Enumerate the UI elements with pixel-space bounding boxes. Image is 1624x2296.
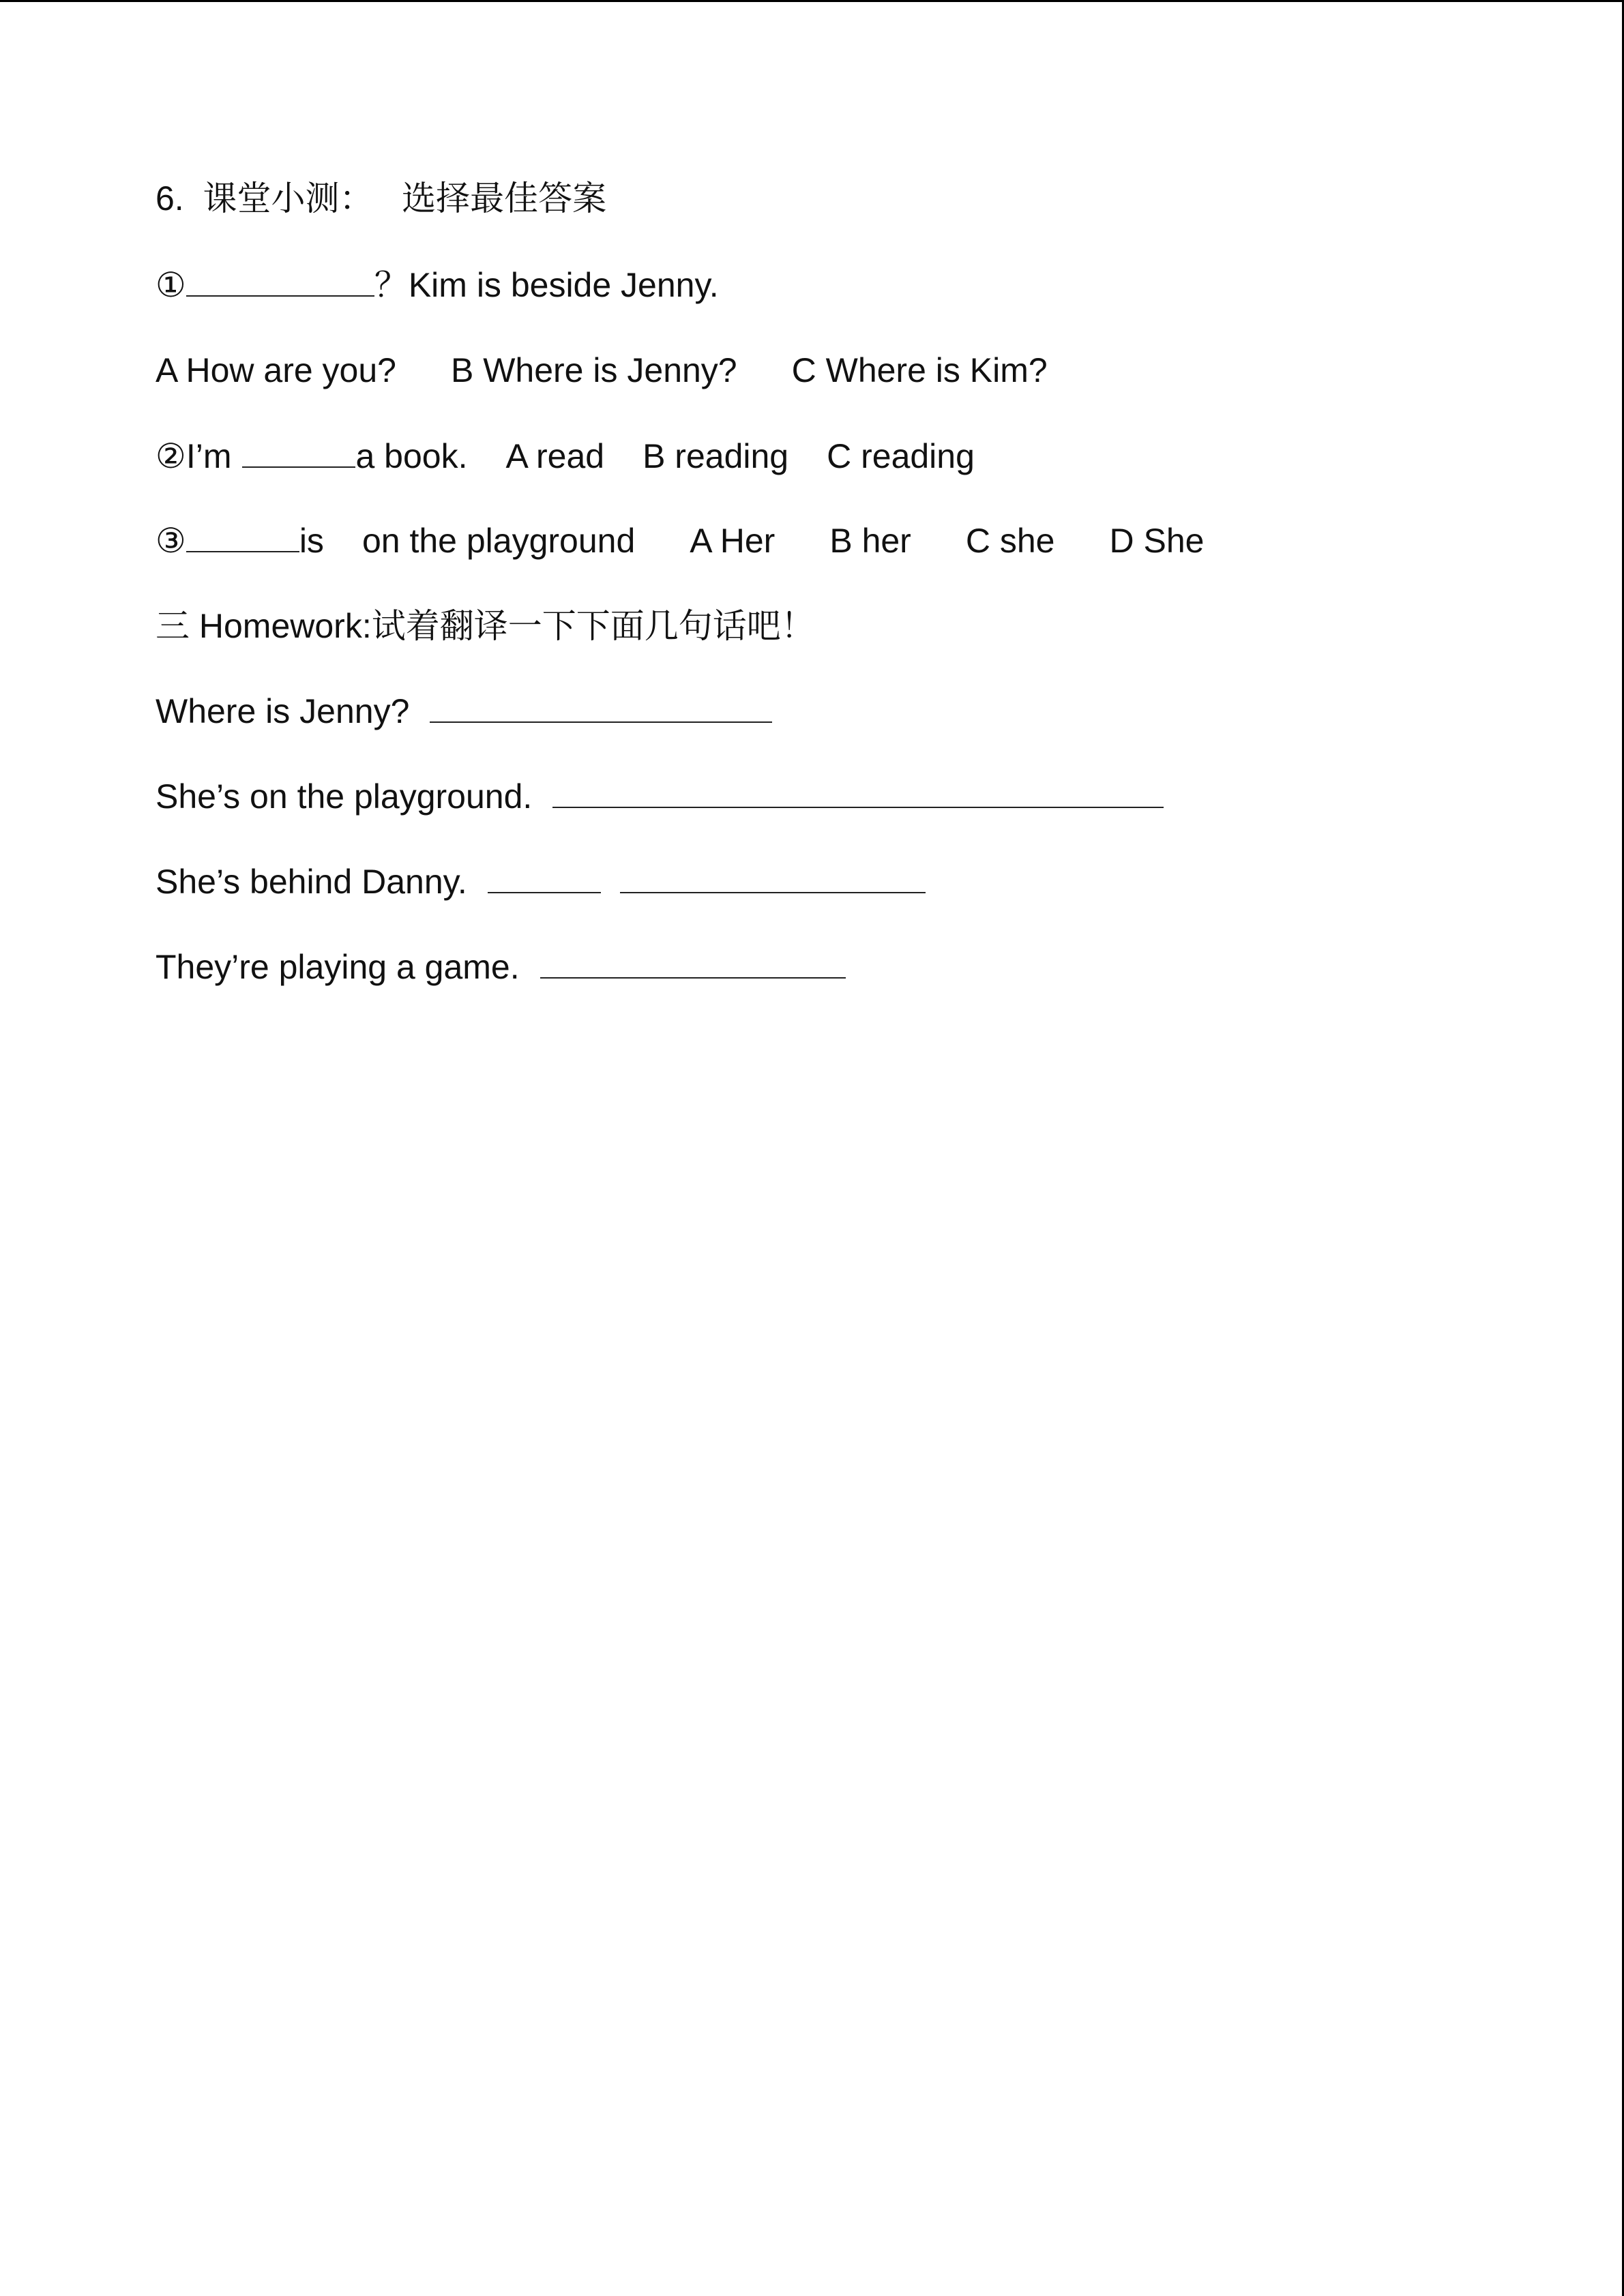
homework-sentence-3-answer-line-b[interactable] bbox=[620, 865, 926, 893]
homework-sentence-3-text: She’s behind Danny. bbox=[156, 863, 467, 901]
question-2-option-c[interactable]: C reading bbox=[827, 437, 975, 475]
question-2-number: ②I’m bbox=[156, 437, 232, 475]
question-2-option-b[interactable]: B reading bbox=[643, 437, 789, 475]
homework-heading bbox=[156, 606, 815, 646]
homework-heading-text: 三 Homework:试着翻译一下下面几句话吧！ bbox=[156, 607, 815, 645]
homework-sentence-1-text: Where is Jenny? bbox=[156, 692, 410, 730]
question-3-option-a[interactable]: A Her bbox=[690, 522, 776, 560]
question-1 bbox=[156, 265, 719, 305]
question-2-blank[interactable] bbox=[242, 439, 355, 468]
question-3-option-c[interactable]: C she bbox=[965, 522, 1055, 560]
question-1-blank[interactable] bbox=[186, 268, 374, 297]
question-2 bbox=[156, 436, 975, 477]
question-3-number: ③ bbox=[156, 522, 186, 560]
homework-sentence-3-answer-line-a[interactable] bbox=[488, 865, 601, 893]
question-3-option-b[interactable]: B her bbox=[829, 522, 911, 560]
question-3 bbox=[156, 520, 1204, 561]
homework-sentence-2-text: She’s on the playground. bbox=[156, 777, 533, 816]
question-1-option-a[interactable]: A How are you? bbox=[156, 351, 396, 389]
homework-sentence-4 bbox=[156, 946, 846, 987]
question-3-after-blank: is bbox=[299, 522, 324, 560]
question-1-options bbox=[156, 350, 1048, 391]
question-3-phrase: on the playground bbox=[361, 522, 636, 560]
homework-sentence-4-text: They’re playing a game. bbox=[156, 948, 520, 986]
homework-sentence-2 bbox=[156, 776, 1164, 817]
question-1-option-c[interactable]: C Where is Kim? bbox=[791, 351, 1048, 389]
question-1-option-b[interactable]: B Where is Jenny? bbox=[450, 351, 737, 389]
homework-sentence-1 bbox=[156, 691, 772, 732]
question-1-prompt: ？Kim is beside Jenny. bbox=[374, 266, 719, 304]
question-1-number: ① bbox=[156, 266, 186, 304]
question-3-blank[interactable] bbox=[186, 524, 299, 552]
homework-sentence-3 bbox=[156, 861, 926, 902]
homework-sentence-4-answer-line[interactable] bbox=[540, 950, 846, 979]
question-2-after-blank: a book. bbox=[355, 437, 468, 475]
homework-sentence-2-answer-line[interactable] bbox=[552, 779, 1164, 808]
question-2-option-a[interactable]: A read bbox=[505, 437, 605, 475]
homework-sentence-1-answer-line[interactable] bbox=[430, 694, 772, 723]
question-3-option-d[interactable]: D She bbox=[1109, 522, 1205, 560]
quiz-heading bbox=[156, 178, 606, 219]
quiz-heading-text: 6. 课堂小测： 选择最佳答案 bbox=[156, 179, 607, 218]
